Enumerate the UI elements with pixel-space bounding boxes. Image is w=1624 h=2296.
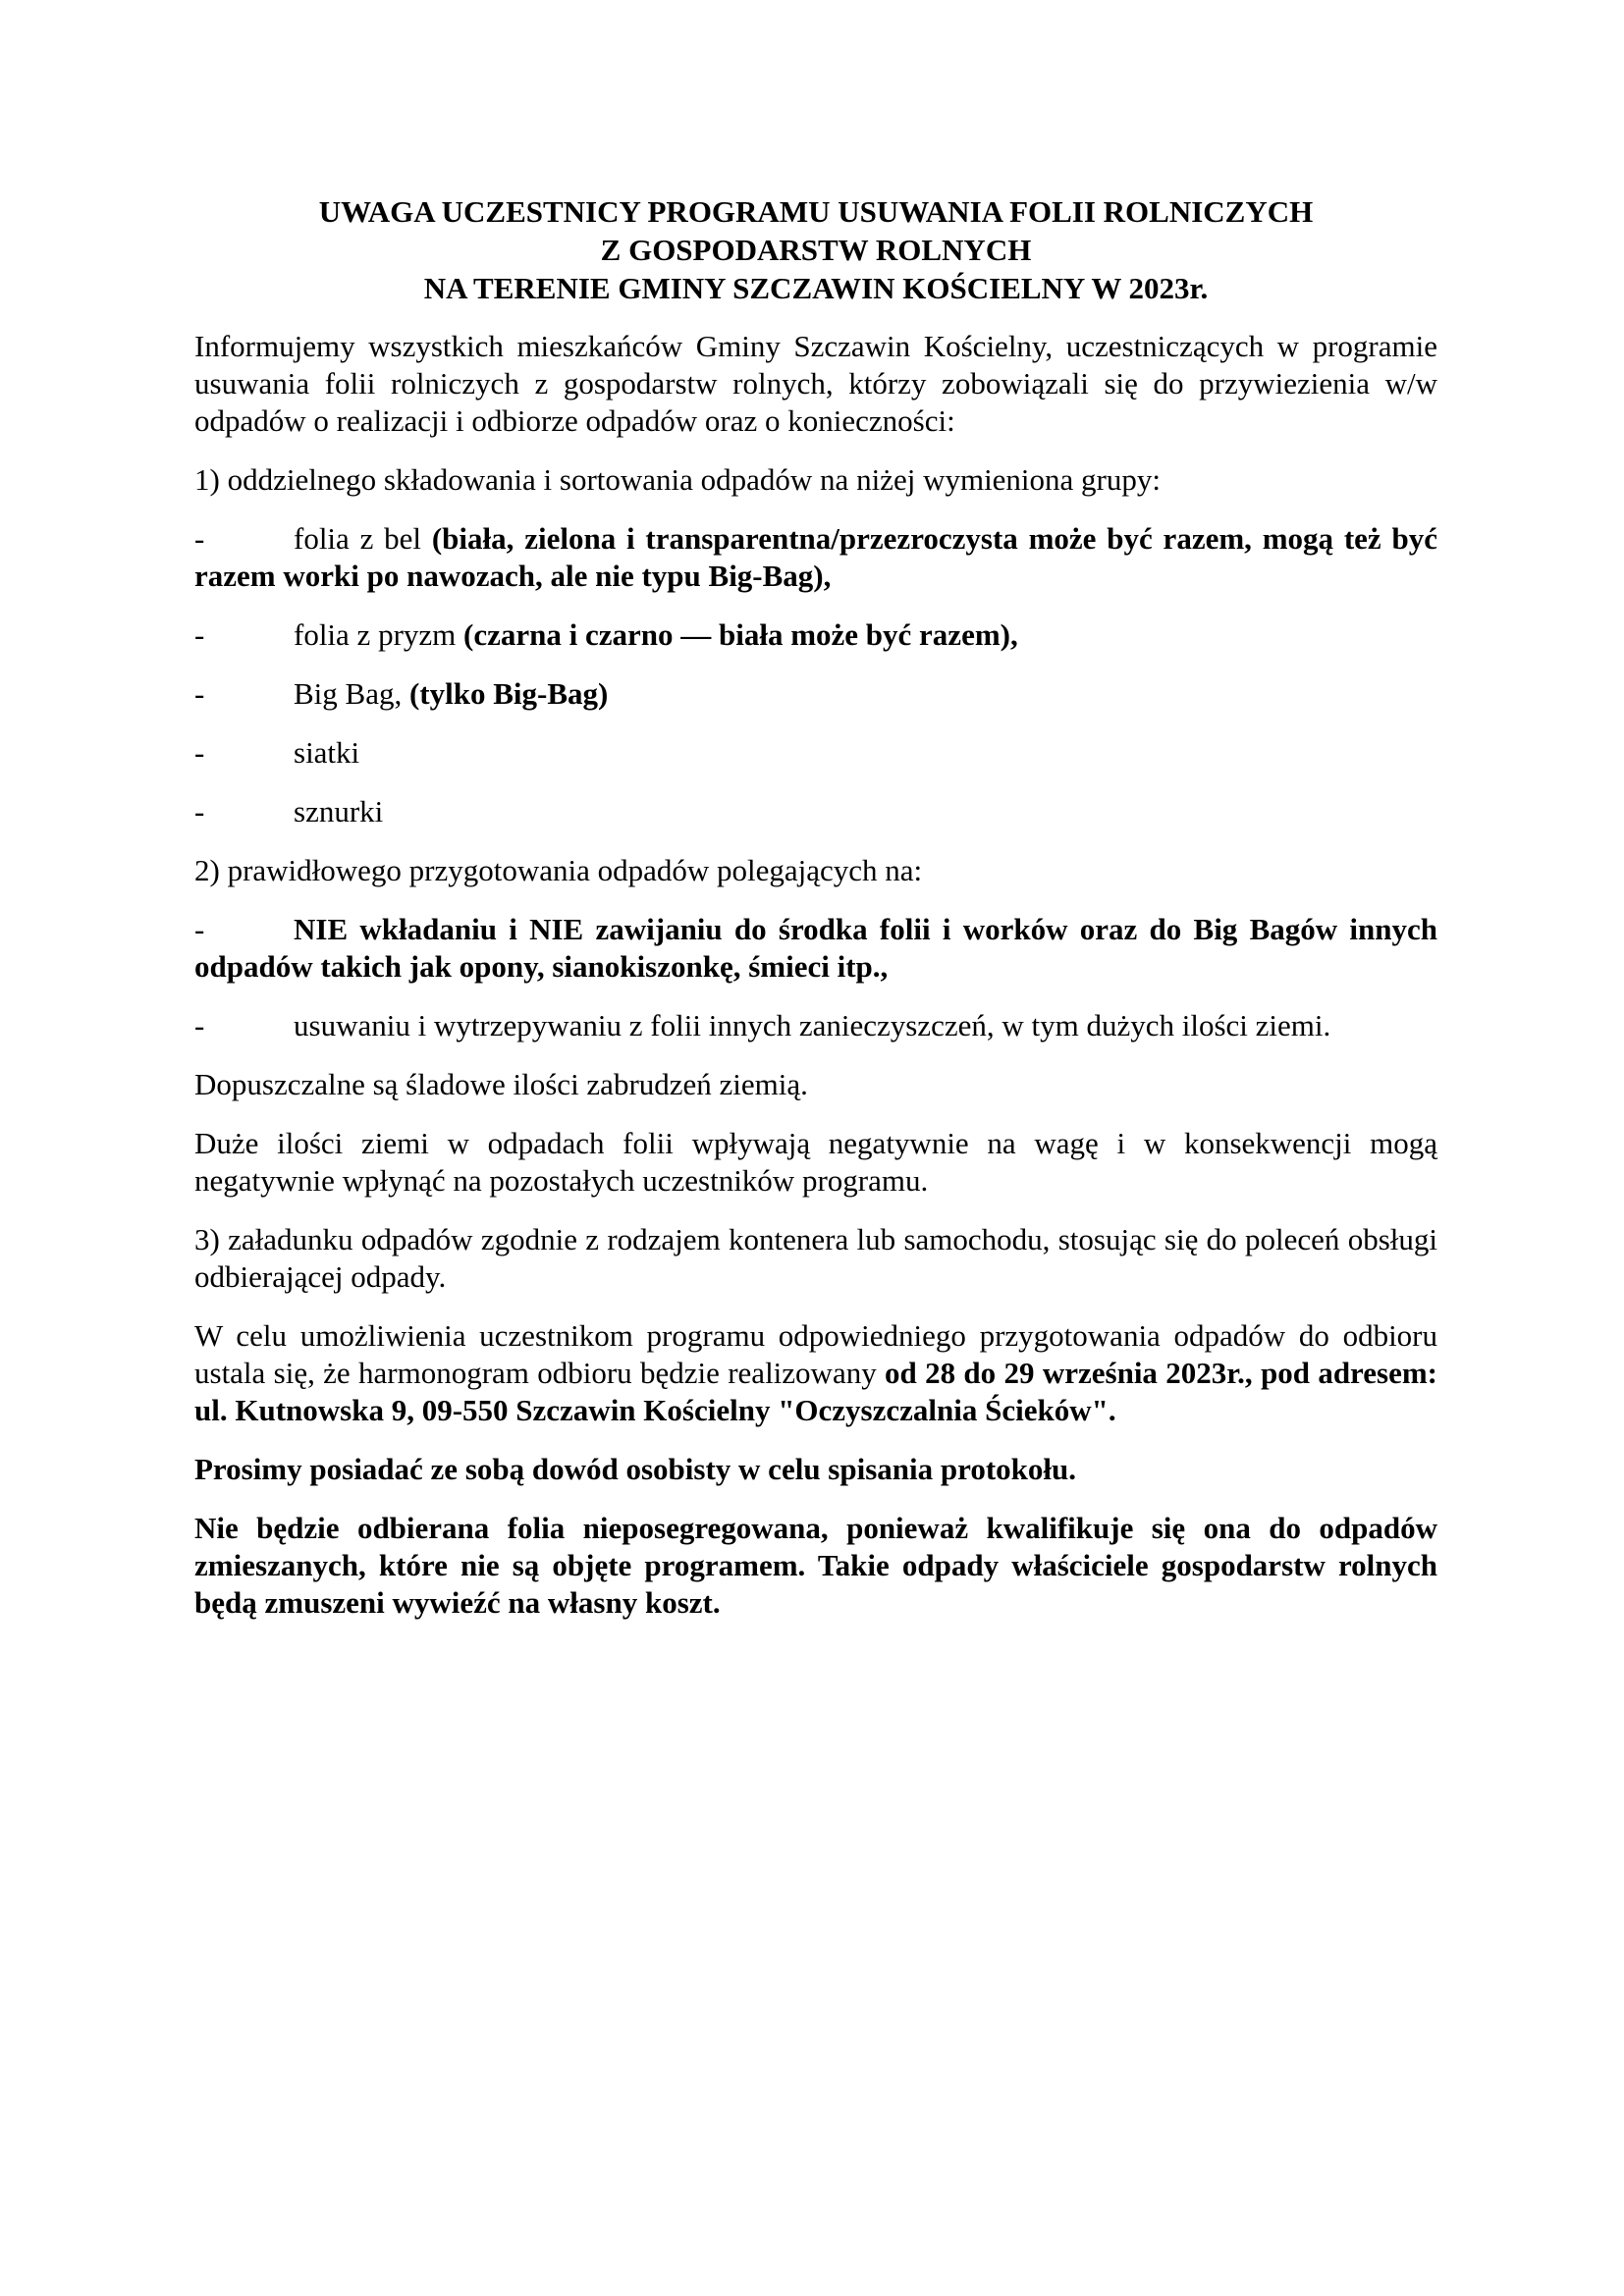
section-3-heading: 3) załadunku odpadów zgodnie z rodzajem kontenera lub samochodu, stosując się do poleceń obsługi odbierającej odpady. [194,1222,1437,1294]
section-2-note-2: Duże ilości ziemi w odpadach folii wpływają negatywnie na wagę i w konsekwencji mogą negatywnie wpłynąć na pozostałych uczestników programu. [194,1126,1437,1198]
section-1-heading: 1) oddzielnego składowania i sortowania odpadów na niżej wymieniona grupy: [194,462,1161,497]
document-page [194,192,1437,1643]
list-item [194,793,1437,830]
id-notice-text: Prosimy posiadać ze sobą dowód osobisty w celu spisania protokołu. [194,1452,1077,1486]
id-notice [194,1451,1437,1488]
list-item [194,1007,1437,1044]
list-item-bold: (czarna i czarno — biała może być razem), [463,617,1018,652]
schedule-address: pod adresem: ul. Kutnowska 9, 09-550 Szczawin Kościelny "Oczyszczalnia Ścieków". [194,1356,1437,1427]
list-item [194,734,1437,772]
list-item-bold: NIE wkładaniu i NIE zawijaniu do środka folii i worków oraz do Big Bagów innych odpadów takich jak opony, sianokiszonkę, śmieci itp., [194,912,1437,984]
section-2-heading: 2) prawidłowego przygotowania odpadów polegających na: [194,853,923,887]
list-item [194,520,1437,595]
list-item-text: folia z bel [294,521,432,556]
title-line-1: UWAGA UCZESTNICY PROGRAMU USUWANIA FOLII ROLNICZYCH [318,194,1314,229]
title-line-2: Z GOSPODARSTW ROLNYCH [600,233,1032,267]
list-dash: - [194,617,205,652]
schedule-date: od 28 do 29 września 2023r., [885,1356,1253,1390]
document-title [194,192,1437,307]
list-item [194,675,1437,713]
list-dash: - [194,912,205,946]
intro-paragraph: Informujemy wszystkich mieszkańców Gminy Szczawin Kościelny, uczestniczących w programie usuwania folii rolniczych z gospodarstw rolnych, którzy zobowiązali się do przywiezienia w/w odpadów o realizacji i odbiorze odpadów oraz o konieczności: [194,329,1437,438]
list-dash: - [194,735,205,770]
list-item-text: siatki [294,735,360,770]
section-2-note-1: Dopuszczalne są śladowe ilości zabrudzeń ziemią. [194,1067,808,1101]
schedule-paragraph [194,1317,1437,1429]
schedule-text: W celu umożliwienia uczestnikom programu odpowiedniego przygotowania odpadów do odbioru ustala się, że harmonogram odbioru będzie realizowany [194,1318,1437,1390]
list-item-bold: (tylko Big-Bag) [408,676,609,711]
final-notice [194,1510,1437,1622]
list-dash: - [194,1008,205,1042]
list-item-bold: (biała, zielona i transparentna/przezroczysta może być razem, mogą też być razem worki po nawozach, ale nie typu Big-Bag), [194,521,1437,593]
title-line-3: NA TERENIE GMINY SZCZAWIN KOŚCIELNY W 2023r. [423,271,1209,305]
list-item-text: Big Bag, [294,676,409,711]
list-dash: - [194,521,205,556]
list-dash: - [194,794,205,828]
list-item [194,911,1437,986]
list-item-text: folia z pryzm [294,617,464,652]
list-dash: - [194,676,205,711]
final-notice-text: Nie będzie odbierana folia nieposegregowana, ponieważ kwalifikuje się ona do odpadów zmieszanych, które nie są objęte programem. Takie odpady właściciele gospodarstw rolnych będą zmuszeni wywieźć na własny koszt. [194,1511,1437,1620]
list-item [194,616,1437,654]
list-item-text: sznurki [294,794,384,828]
list-item-text: usuwaniu i wytrzepywaniu z folii innych zanieczyszczeń, w tym dużych ilości ziemi. [294,1008,1331,1042]
